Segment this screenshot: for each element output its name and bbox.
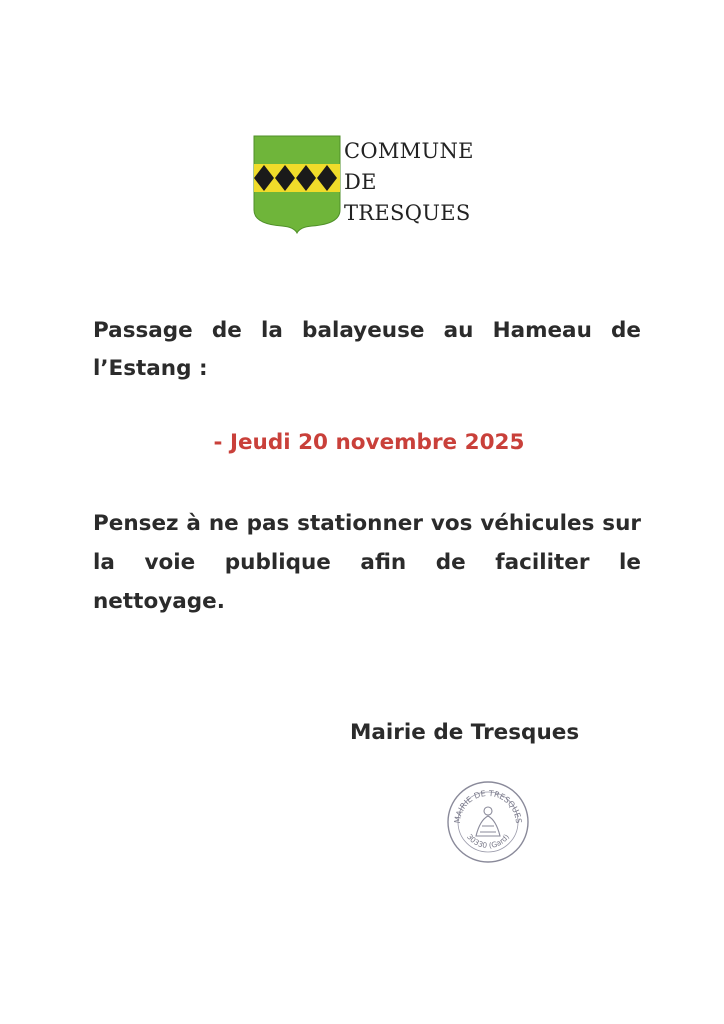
notice-title: Passage de la balayeuse au Hameau de l’Estang : — [93, 318, 641, 381]
commune-line-3: TRESQUES — [344, 201, 471, 225]
commune-line-2: DE — [344, 170, 377, 194]
svg-text:MAIRIE DE TRESQUES — [453, 789, 523, 824]
notice-body: Pensez à ne pas stationner vos véhicules sur la voie publique afin de faciliter le nettoyage. — [93, 511, 641, 614]
commune-logo — [252, 134, 492, 234]
stamp-bottom-text: 30330 (Gard) — [464, 832, 512, 851]
signature: Mairie de Tresques — [350, 720, 580, 745]
commune-line-1: COMMUNE — [344, 139, 474, 163]
commune-name — [344, 136, 474, 229]
stamp-top-text: MAIRIE DE TRESQUES — [452, 788, 524, 824]
stamp-emblem-icon — [476, 807, 500, 836]
official-stamp — [446, 780, 530, 864]
notice-date: - Jeudi 20 novembre 2025 — [213, 430, 525, 455]
coat-of-arms-icon — [252, 134, 342, 234]
